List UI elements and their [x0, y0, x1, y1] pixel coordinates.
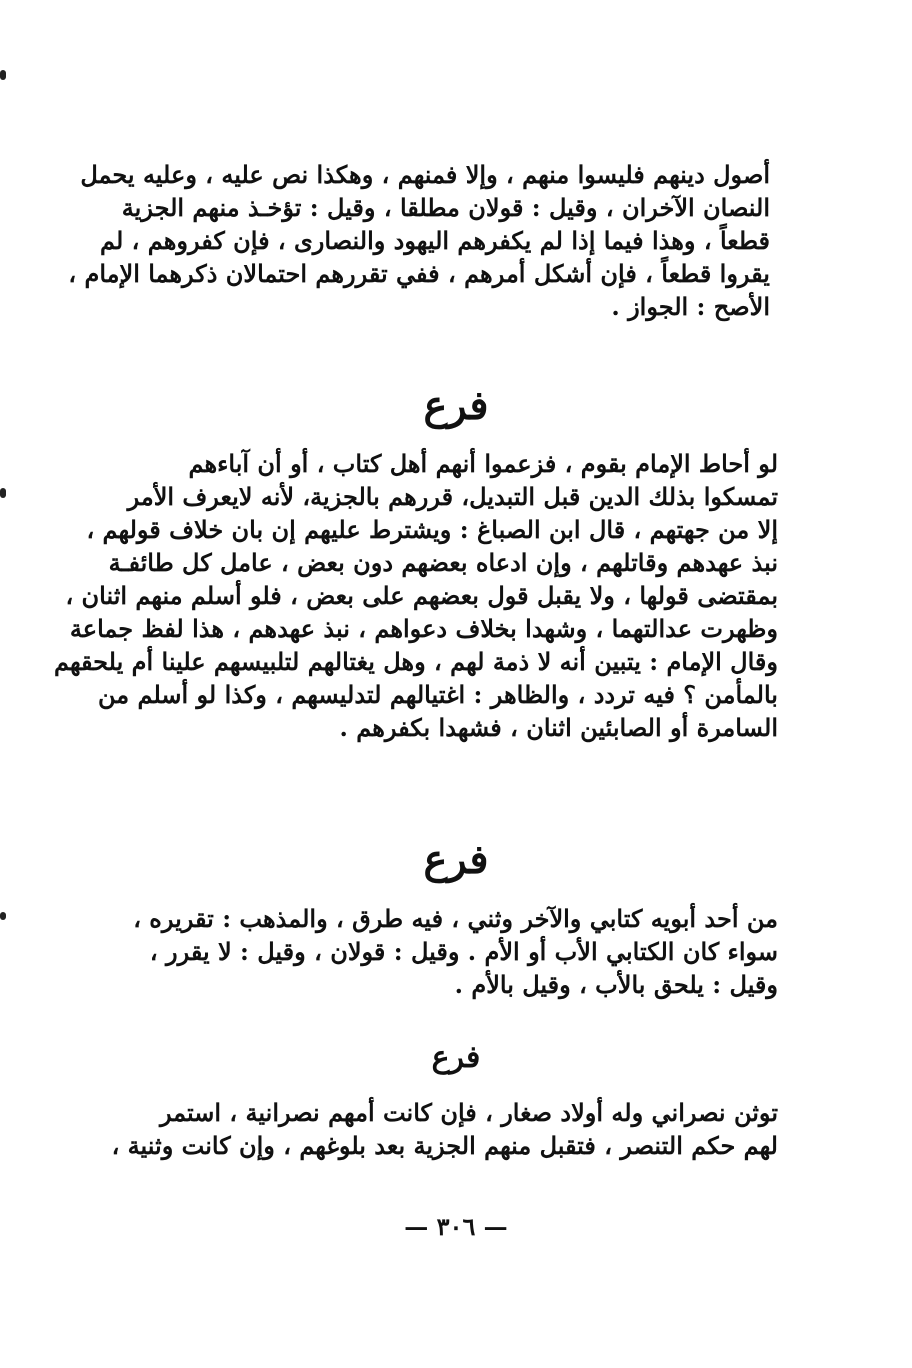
margin-mark	[0, 70, 6, 80]
section-heading: فرع	[423, 836, 489, 883]
text-line: السامرة أو الصابئين اثنان ، فشهدا بكفرهم .	[339, 713, 778, 742]
text-line: النصان الآخران ، وقيل : قولان مطلقا ، وقيل : تؤخـذ منهم الجزية	[121, 193, 770, 222]
section-heading: فرع	[423, 382, 489, 429]
text-line: قطعاً ، وهذا فيما إذا لم يكفرهم اليهود والنصارى ، فإن كفروهم ، لم	[100, 226, 770, 255]
paragraph-4	[111, 1096, 778, 1162]
paragraph-2	[53, 447, 778, 744]
text-line: وقال الإمام : يتبين أنه لا ذمة لهم ، وهل يغتالهم لتلبيسهم علينا أم يلحقهم	[53, 647, 778, 676]
text-line: لهم حكم التنصر ، فتقبل منهم الجزية بعد بلوغهم ، وإن كانت وثنية ،	[111, 1131, 778, 1160]
text-line: وظهرت عدالتهما ، وشهدا بخلاف دعواهم ، نبذ عهدهم ، هذا لفظ جماعة	[69, 614, 778, 643]
margin-mark	[0, 912, 6, 920]
paragraph-1	[68, 158, 770, 323]
text-line: إلا من جهتهم ، قال ابن الصباغ : ويشترط عليهم إن بان خلاف قولهم ،	[86, 515, 778, 544]
margin-mark	[0, 488, 6, 498]
text-line: أصول دينهم فليسوا منهم ، وإلا فمنهم ، وهكذا نص عليه ، وعليه يحمل	[80, 160, 770, 189]
text-line: من أحد أبويه كتابي والآخر وثني ، فيه طرق ، والمذهب : تقريره ،	[133, 904, 778, 933]
text-line: لو أحاط الإمام بقوم ، فزعموا أنهم أهل كتاب ، أو أن آباءهم	[188, 449, 778, 478]
text-line: توثن نصراني وله أولاد صغار ، فإن كانت أمهم نصرانية ، استمر	[159, 1098, 778, 1127]
section-heading: فرع	[431, 1040, 481, 1075]
text-line: يقروا قطعاً ، فإن أشكل أمرهم ، ففي تقررهم احتمالان ذكرهما الإمام ،	[68, 259, 770, 288]
text-line: سواء كان الكتابي الأب أو الأم . وقيل : قولان ، وقيل : لا يقرر ،	[149, 937, 778, 966]
text-line: بمقتضى قولها ، ولا يقبل قول بعضهم على بعض ، فلو أسلم منهم اثنان ،	[65, 581, 778, 610]
page-number: — ٣٠٦ —	[404, 1212, 508, 1241]
text-line: نبذ عهدهم وقاتلهم ، وإن ادعاه بعضهم دون بعض ، عامل كل طائفـة	[108, 548, 778, 577]
paragraph-3	[130, 902, 778, 1001]
text-line: بالمأمن ؟ فيه تردد ، والظاهر : اغتيالهم لتدليسهم ، وكذا لو أسلم من	[97, 680, 778, 709]
text-line: تمسكوا بذلك الدين قبل التبديل، قررهم بالجزية، لأنه لايعرف الأمر	[127, 482, 778, 511]
text-line: الأصح : الجواز .	[611, 292, 770, 321]
text-line: وقيل : يلحق بالأب ، وقيل بالأم .	[454, 970, 778, 999]
